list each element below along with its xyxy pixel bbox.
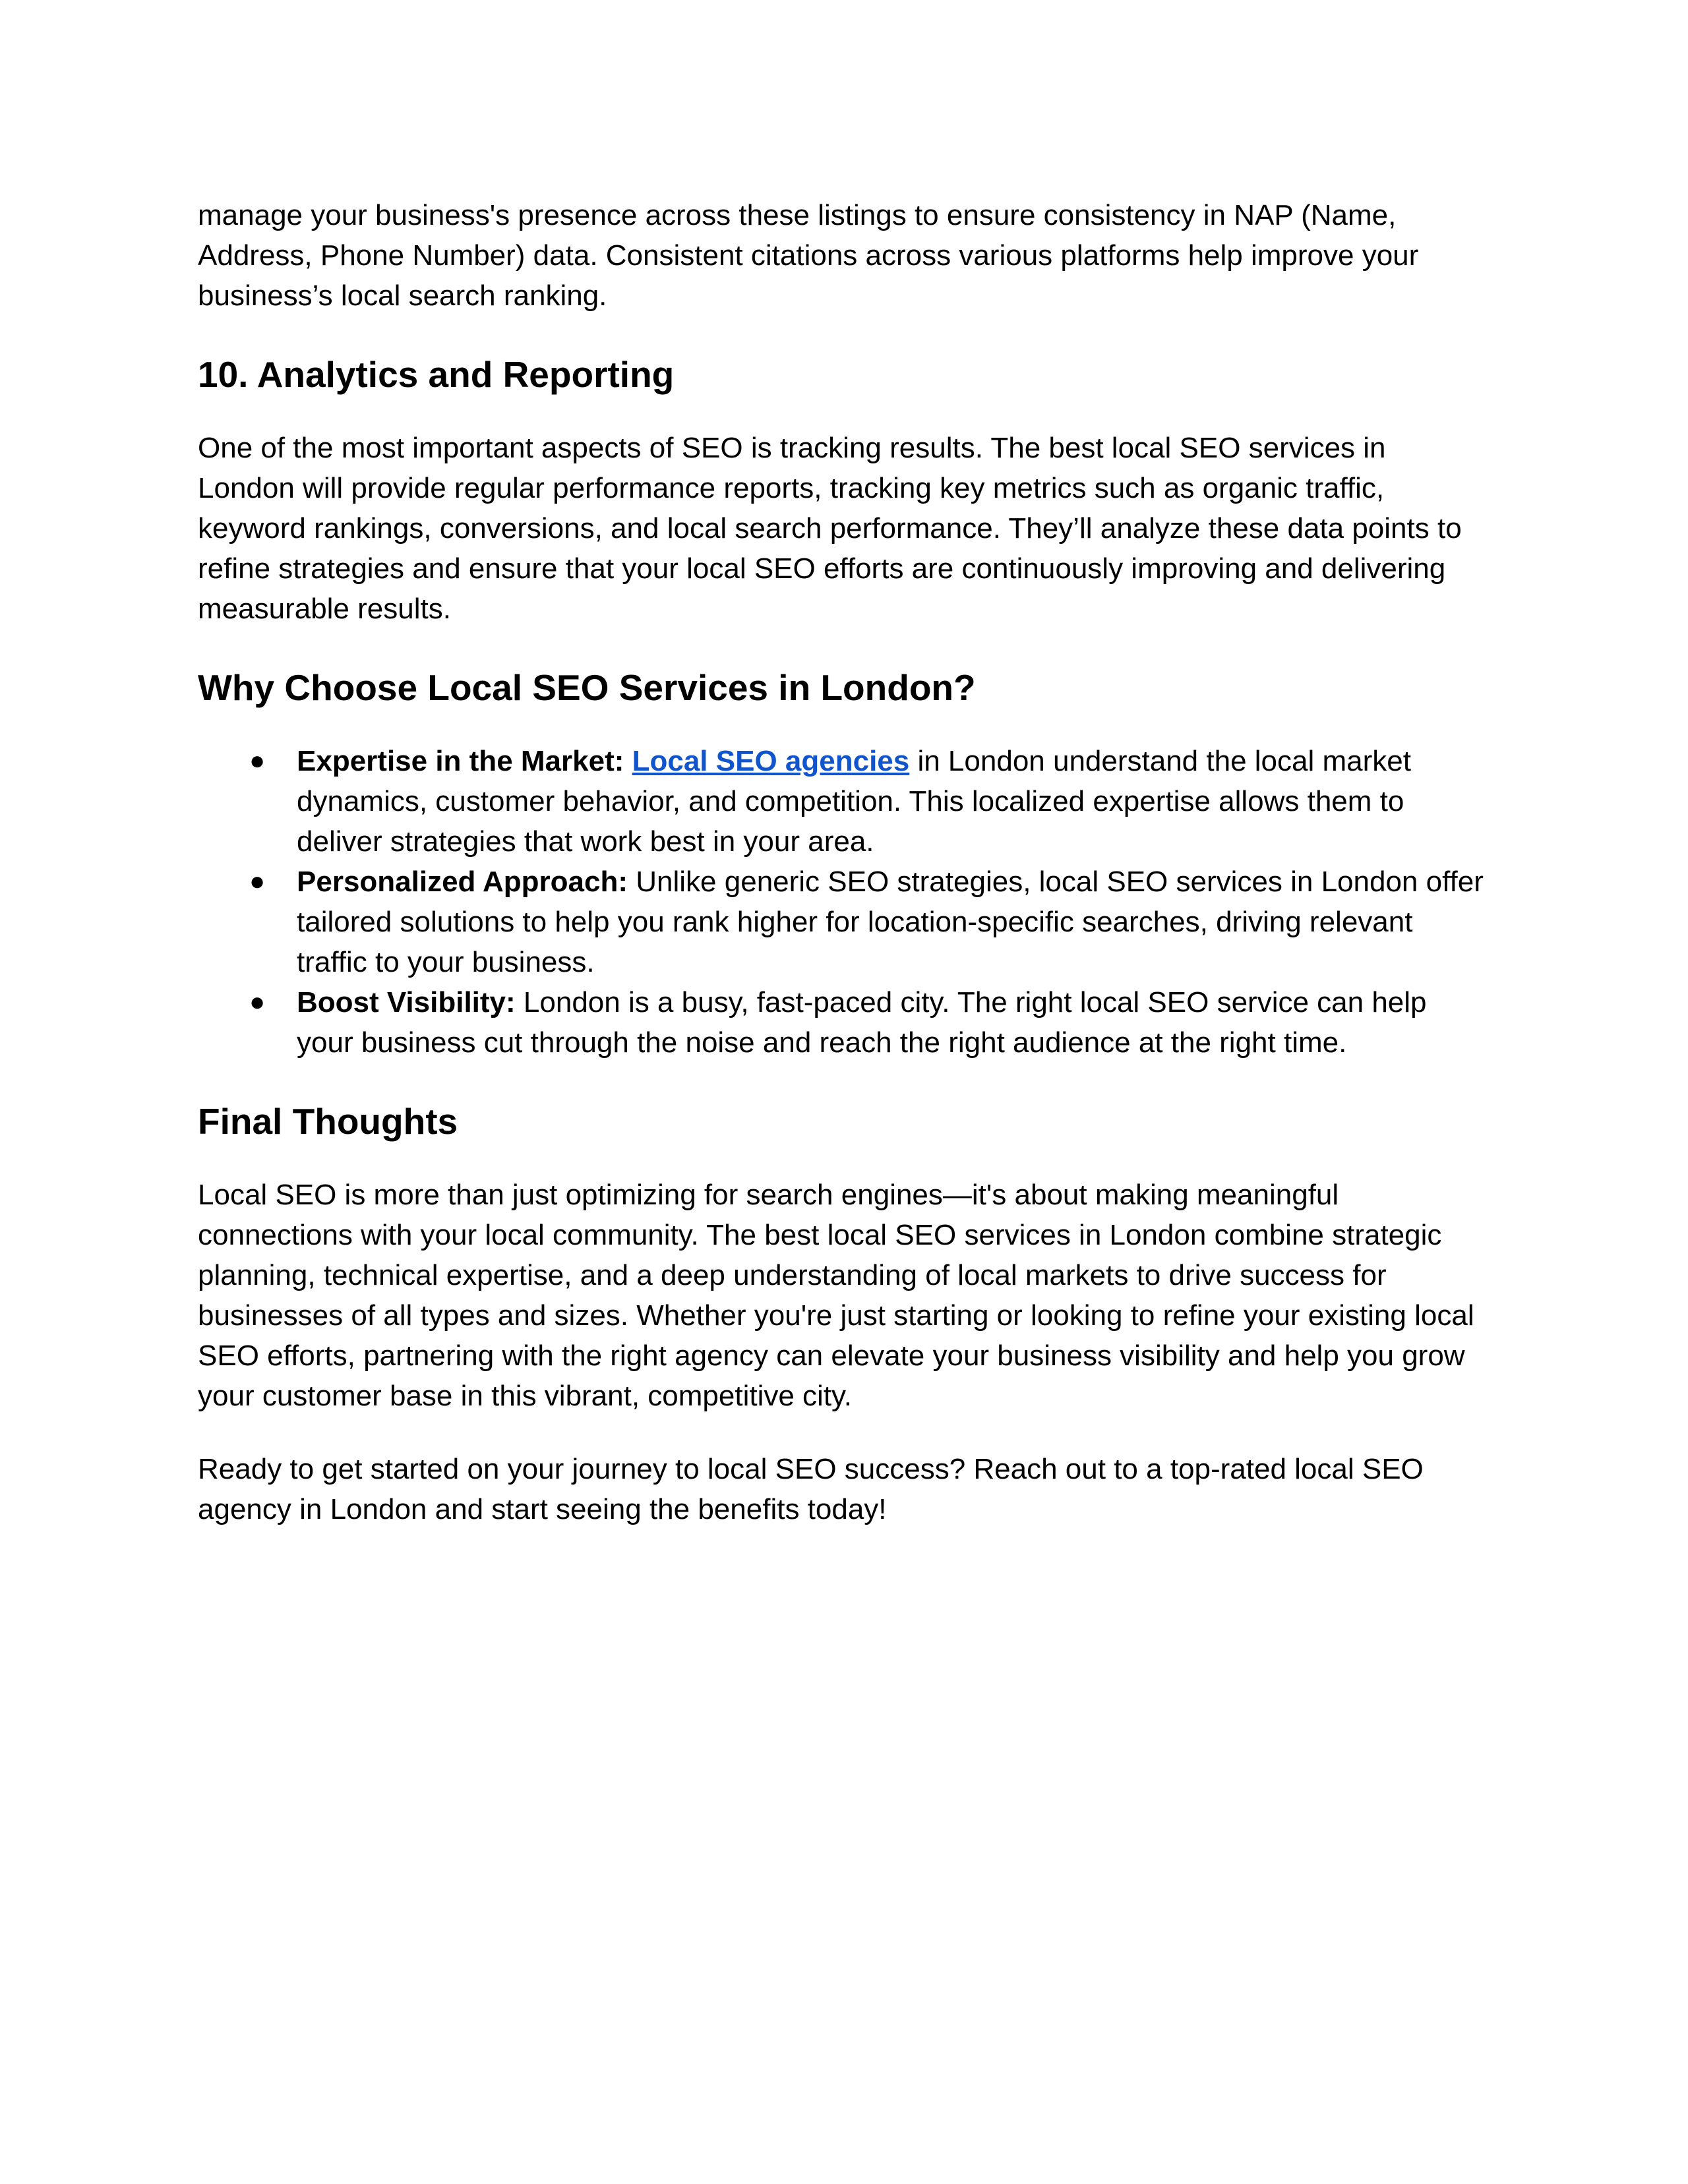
- bullet-icon: ●: [249, 867, 266, 896]
- list-item-term: Expertise in the Market:: [297, 745, 624, 777]
- final-thoughts-paragraph: Local SEO is more than just optimizing for search engines—it's about making meaningful connections with your local community. The best local SEO services in London combine strategic planning, technical expertise, and a deep understanding of local markets to drive success for businesses of all types and sizes. Whether you're just starting or looking to refine your existing local SEO efforts, partnering with the right agency can elevate your business visibility and help you grow your customer base in this vibrant, competitive city.: [198, 1179, 1474, 1412]
- local-seo-agencies-link[interactable]: Local SEO agencies: [632, 745, 910, 777]
- bullet-icon: ●: [249, 746, 266, 775]
- list-item: [198, 982, 1490, 1063]
- list-item-text: London is a busy, fast-paced city. The right local SEO service can help your business cut through the noise and reach the right audience at the right time.: [297, 986, 1427, 1059]
- analytics-heading: 10. Analytics and Reporting: [198, 354, 675, 395]
- list-item-text: Unlike generic SEO strategies, local SEO services in London offer tailored solutions to help you rank higher for location-specific searches, driving relevant traffic to your business.: [297, 866, 1484, 978]
- list-item: [198, 741, 1490, 862]
- intro-paragraph: manage your business's presence across these listings to ensure consistency in NAP (Name, Address, Phone Number) data. Consistent citations across various platforms help improve your business’s local search ranking.: [198, 199, 1419, 312]
- final-thoughts-heading: Final Thoughts: [198, 1101, 458, 1142]
- list-item-term: Boost Visibility:: [297, 986, 516, 1018]
- document-page: [198, 195, 1490, 1529]
- list-item-text: in London understand the local market dynamics, customer behavior, and competition. This localized expertise allows them to deliver strategies that work best in your area.: [297, 745, 1411, 858]
- list-item: [198, 862, 1490, 982]
- why-choose-heading: Why Choose Local SEO Services in London?: [198, 667, 976, 708]
- reasons-list: [198, 741, 1490, 1063]
- list-item-term: Personalized Approach:: [297, 866, 628, 898]
- call-to-action-paragraph: Ready to get started on your journey to local SEO success? Reach out to a top-rated local SEO agency in London and start seeing the benefits today!: [198, 1453, 1424, 1525]
- bullet-icon: ●: [249, 988, 266, 1017]
- analytics-paragraph: One of the most important aspects of SEO is tracking results. The best local SEO services in London will provide regular performance reports, tracking key metrics such as organic traffic, keyword rankings, conversions, and local search performance. They’ll analyze these data points to refine strategies and ensure that your local SEO efforts are continuously improving and delivering measurable results.: [198, 432, 1462, 625]
